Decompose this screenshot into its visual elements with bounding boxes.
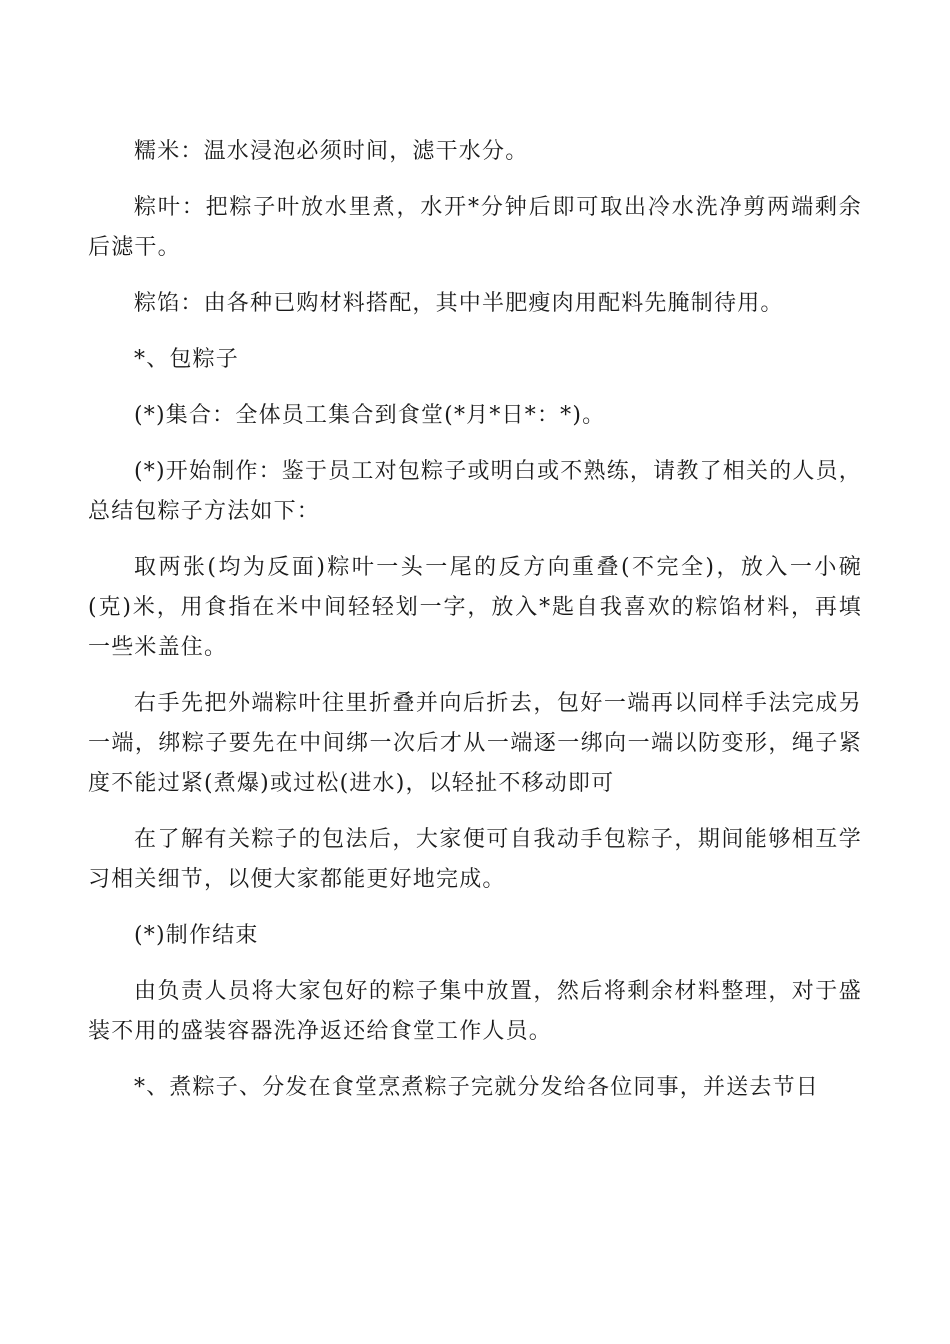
section-heading-wrapping: *、包粽子 (134, 347, 240, 372)
paragraph-cleanup: 由负责人员将大家包好的粽子集中放置，然后将剩余材料整理，对于盛装不用的盛装容器洗净返还给食堂工作人员。 (88, 979, 862, 1044)
paragraph-method-step-1: 取两张(均为反面)粽叶一头一尾的反方向重叠(不完全)，放入一小碗(克)米，用食指在米中间轻轻划一字，放入*匙自我喜欢的粽馅材料，再填一些米盖住。 (88, 555, 862, 660)
paragraph-gathering: (*)集合：全体员工集合到食堂(*月*日*：*)。 (134, 403, 606, 428)
paragraph-start-making: (*)开始制作：鉴于员工对包粽子或明白或不熟练，请教了相关的人员，总结包粽子方法如下： (88, 459, 862, 524)
paragraph-glutinous-rice: 糯米：温水浸泡必须时间，滤干水分。 (134, 139, 529, 164)
paragraph-making-end: (*)制作结束 (134, 923, 259, 948)
section-heading-cooking: *、煮粽子、分发在食堂烹煮粽子完就分发给各位同事，并送去节日 (134, 1075, 820, 1100)
document-body (88, 132, 862, 1124)
paragraph-filling: 粽馅：由各种已购材料搭配，其中半肥瘦肉用配料先腌制待用。 (134, 291, 784, 316)
paragraph-zongzi-leaves: 粽叶：把粽子叶放水里煮，水开*分钟后即可取出冷水洗净剪两端剩余后滤干。 (88, 195, 862, 260)
paragraph-self-practice: 在了解有关粽子的包法后，大家便可自我动手包粽子，期间能够相互学习相关细节，以便大家都能更好地完成。 (88, 827, 862, 892)
paragraph-method-step-2: 右手先把外端粽叶往里折叠并向后折去，包好一端再以同样手法完成另一端，绑粽子要先在中间绑一次后才从一端逐一绑向一端以防变形，绳子紧度不能过紧(煮爆)或过松(进水)，以轻扯不移动即可 (88, 691, 862, 796)
